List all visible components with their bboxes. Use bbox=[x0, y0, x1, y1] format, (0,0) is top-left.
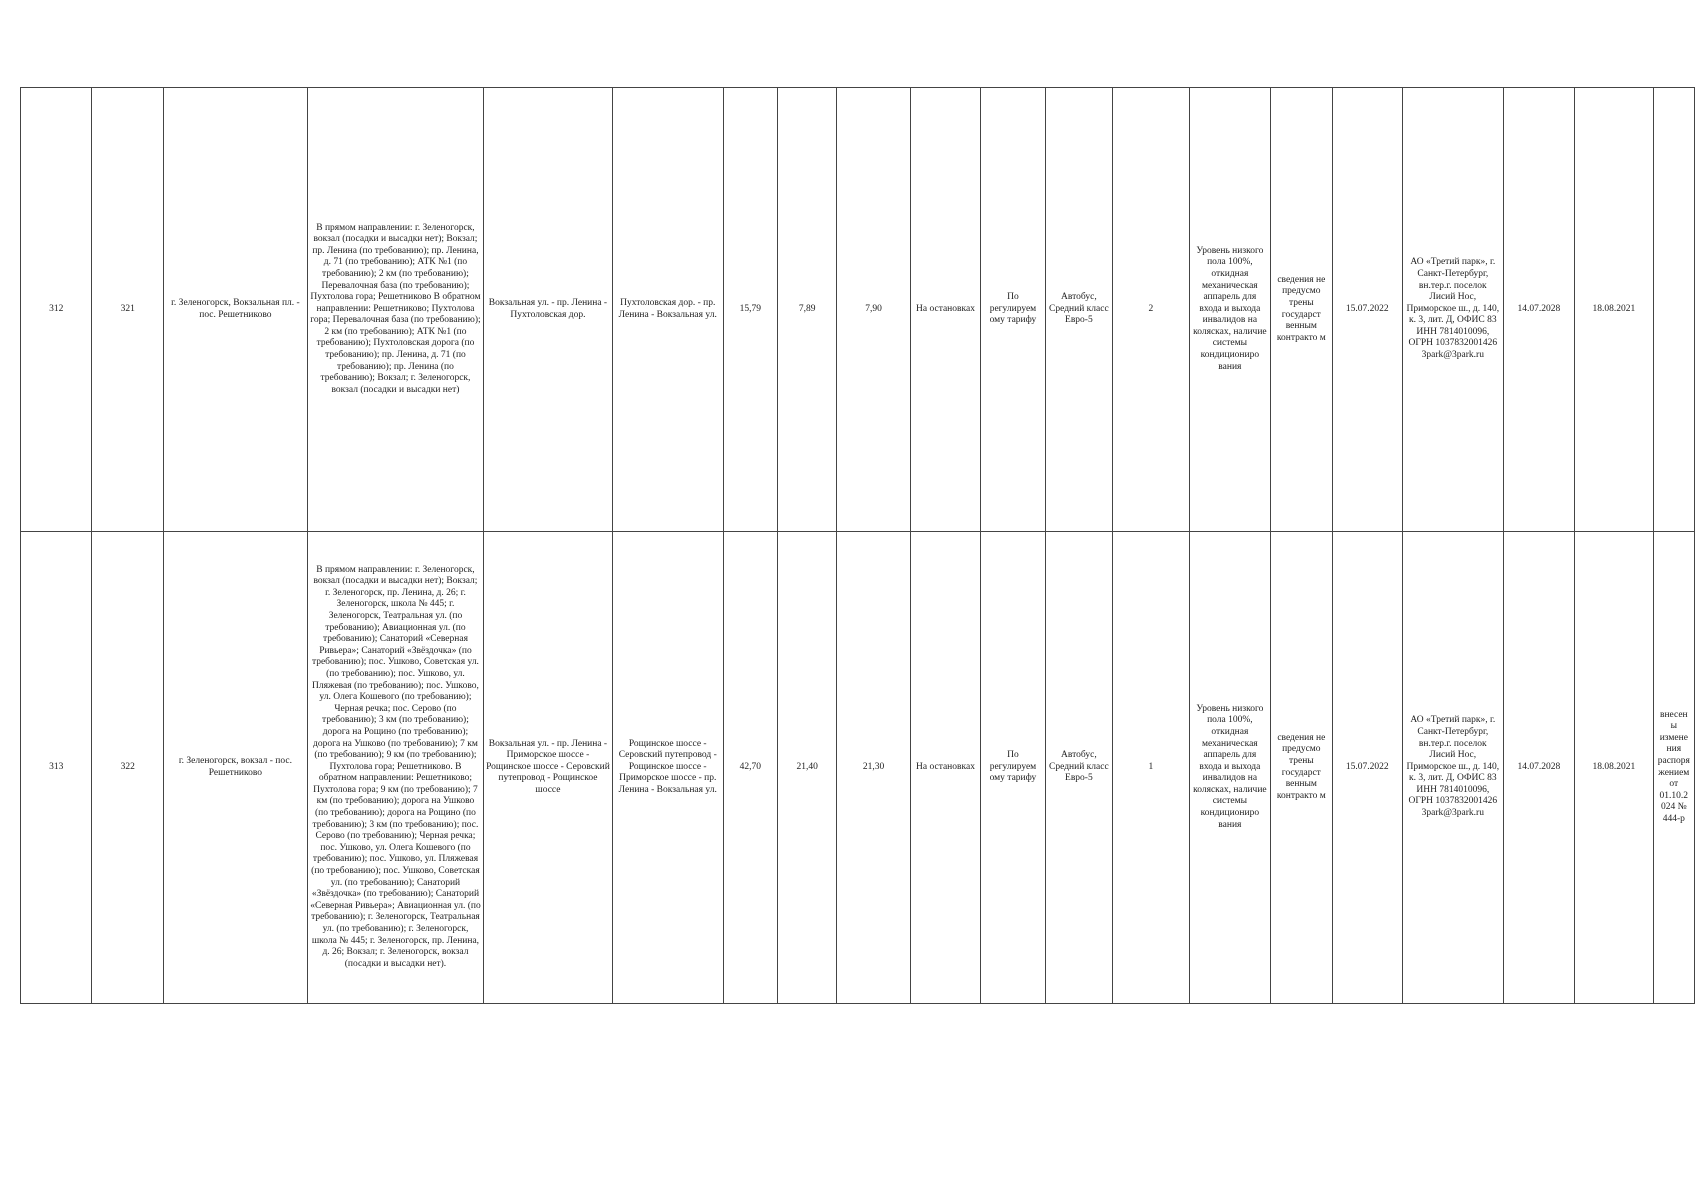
length-total: 15,79 bbox=[723, 88, 777, 532]
tariff-type: По регулируем ому тарифу bbox=[981, 532, 1045, 1004]
table-row bbox=[21, 532, 1695, 1004]
registry-number: 313 bbox=[21, 532, 92, 1004]
route-stops: В прямом направлении: г. Зеленогорск, вокзал (посадки и высадки нет); Вокзал; г. Зеленогорск, пр. Ленина, д. 26; г. Зеленогорск, школа № 445; г. Зеленогорск, Театральная ул. (по требованию); Авиационная ул. (по требованию); Санаторий «Северная Ривьера»; Санаторий «Звёздочка» (по требованию); пос. Ушково, Советская ул. (по требованию); пос. Ушково, ул. Пляжевая (по требованию); пос. Ушково, ул. Олега Кошевого (по требованию); Черная речка; пос. Серово (по требованию); 3 км (по требованию); дорога на Рощино (по требованию); дорога на Ушково (по требованию); 7 км (по требованию); 9 км (по требованию); Пухтолова гора; Решетниково. В обратном направлении: Решетниково; Пухтолова гора; 9 км (по требованию); 7 км (по требованию); дорога на Ушково (по требованию); дорога на Рощино (по требованию); 3 км (по требованию); пос. Серово (по требованию); Черная речка; пос. Ушково, ул. Олега Кошевого (по требованию); пос. Ушково, ул. Пляжевая (по требованию); пос. Ушково, Советская ул. (по требованию); Санаторий «Звёздочка» (по требованию); Санаторий «Северная Ривьера»; Авиационная ул. (по требованию); г. Зеленогорск, Театральная ул. (по требованию); г. Зеленогорск, школа № 445; г. Зеленогорск, пр. Ленина, д. 26; Вокзал; г. Зеленогорск, вокзал (посадки и высадки нет). bbox=[307, 532, 483, 1004]
carrier-info: АО «Третий парк», г. Санкт-Петербург, вн.тер.г. поселок Лисий Нос, Приморское ш., д. 140, к. 3, лит. Д, ОФИС 83 ИНН 7814010096, ОГРН 1037832001426 3park@3park.ru bbox=[1402, 532, 1503, 1004]
length-forward: 21,40 bbox=[777, 532, 836, 1004]
vehicle-characteristics: Уровень низкого пола 100%, откидная механическая аппарель для входа и выхода инвалидов на колясках, наличие системы кондициониро вания bbox=[1189, 532, 1271, 1004]
note bbox=[1653, 88, 1694, 532]
vehicle-type: Автобус, Средний класс Евро-5 bbox=[1045, 88, 1112, 532]
vehicle-count: 1 bbox=[1113, 532, 1190, 1004]
length-total: 42,70 bbox=[723, 532, 777, 1004]
length-backward: 21,30 bbox=[837, 532, 910, 1004]
stop-mode: На остановках bbox=[910, 88, 980, 532]
streets-forward: Вокзальная ул. - пр. Ленина - Пухтоловская дор. bbox=[484, 88, 613, 532]
start-date: 15.07.2022 bbox=[1332, 88, 1402, 532]
vehicle-type: Автобус, Средний класс Евро-5 bbox=[1045, 532, 1112, 1004]
vehicle-count: 2 bbox=[1113, 88, 1190, 532]
end-date: 14.07.2028 bbox=[1503, 88, 1574, 532]
registry-number: 312 bbox=[21, 88, 92, 532]
route-number: 321 bbox=[92, 88, 163, 532]
route-registry-table bbox=[20, 87, 1695, 1004]
table-row bbox=[21, 88, 1695, 532]
carrier-info: АО «Третий парк», г. Санкт-Петербург, вн.тер.г. поселок Лисий Нос, Приморское ш., д. 140, к. 3, лит. Д, ОФИС 83 ИНН 7814010096, ОГРН 1037832001426 3park@3park.ru bbox=[1402, 88, 1503, 532]
route-name: г. Зеленогорск, Вокзальная пл. - пос. Решетниково bbox=[163, 88, 307, 532]
order-date: 18.08.2021 bbox=[1575, 532, 1654, 1004]
streets-backward: Пухтоловская дор. - пр. Ленина - Вокзальная ул. bbox=[612, 88, 723, 532]
streets-forward: Вокзальная ул. - пр. Ленина - Приморское шоссе - Рощинское шоссе - Серовский путепровод - Рощинское шоссе bbox=[484, 532, 613, 1004]
stop-mode: На остановках bbox=[910, 532, 980, 1004]
route-name: г. Зеленогорск, вокзал - пос. Решетниково bbox=[163, 532, 307, 1004]
route-number: 322 bbox=[92, 532, 163, 1004]
length-backward: 7,90 bbox=[837, 88, 910, 532]
start-date: 15.07.2022 bbox=[1332, 532, 1402, 1004]
tariff-type: По регулируем ому тарифу bbox=[981, 88, 1045, 532]
note: внесен ы измене ния распоря жением от 01.10.2 024 № 444-р bbox=[1653, 532, 1694, 1004]
route-stops: В прямом направлении: г. Зеленогорск, вокзал (посадки и высадки нет); Вокзал; пр. Ленина (по требованию); пр. Ленина, д. 71 (по требованию); АТК №1 (по требованию); 2 км (по требованию); Перевалочная база (по требованию); Пухтолова гора; Решетниково В обратном направлении: Решетниково; Пухтолова гора; Перевалочная база (по требованию); 2 км (по требованию); АТК №1 (по требованию); Пухтоловская дорога (по требованию); пр. Ленина, д. 71 (по требованию); пр. Ленина (по требованию); Вокзал; г. Зеленогорск, вокзал (посадки и высадки нет) bbox=[307, 88, 483, 532]
end-date: 14.07.2028 bbox=[1503, 532, 1574, 1004]
order-date: 18.08.2021 bbox=[1575, 88, 1654, 532]
streets-backward: Рощинское шоссе - Серовский путепровод - Рощинское шоссе - Приморское шоссе - пр. Ленина - Вокзальная ул. bbox=[612, 532, 723, 1004]
contract-info: сведения не предусмо трены государст венным контракто м bbox=[1271, 88, 1332, 532]
length-forward: 7,89 bbox=[777, 88, 836, 532]
vehicle-characteristics: Уровень низкого пола 100%, откидная механическая аппарель для входа и выхода инвалидов на колясках, наличие системы кондициониро вания bbox=[1189, 88, 1271, 532]
contract-info: сведения не предусмо трены государст венным контракто м bbox=[1271, 532, 1332, 1004]
